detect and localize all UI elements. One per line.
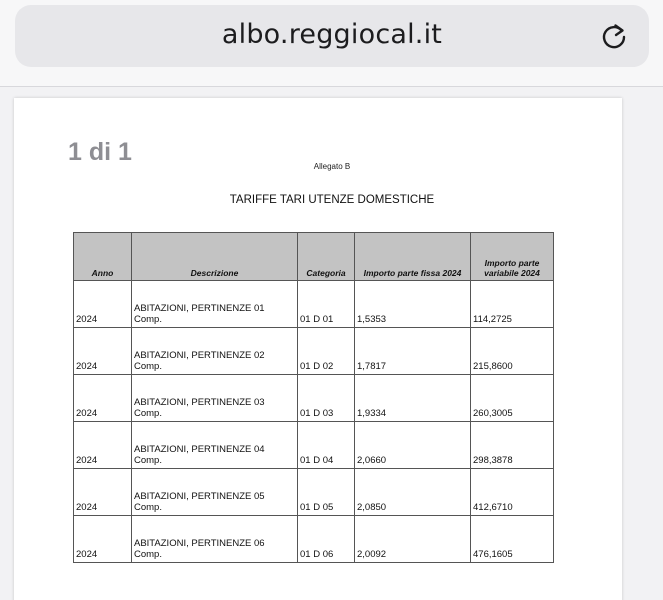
cell-categoria: 01 D 01: [298, 281, 355, 328]
header-importo-variabile: Importo parte variabile 2024: [471, 233, 554, 281]
cell-importo-variabile: 476,1605: [471, 516, 554, 563]
table-row: [74, 469, 554, 516]
cell-importo-variabile: 260,3005: [471, 375, 554, 422]
cell-descrizione: ABITAZIONI, PERTINENZE 05 Comp.: [132, 469, 298, 516]
header-categoria: Categoria: [298, 233, 355, 281]
cell-categoria: 01 D 02: [298, 328, 355, 375]
cell-descrizione: ABITAZIONI, PERTINENZE 02 Comp.: [132, 328, 298, 375]
header-anno: Anno: [74, 233, 132, 281]
tariffe-table: [73, 232, 554, 563]
page-counter: 1 di 1: [68, 138, 132, 166]
table-row: [74, 281, 554, 328]
cell-categoria: 01 D 05: [298, 469, 355, 516]
table-header-row: [74, 233, 554, 281]
cell-anno: 2024: [74, 281, 132, 328]
cell-importo-variabile: 215,8600: [471, 328, 554, 375]
header-importo-fissa: Importo parte fissa 2024: [355, 233, 471, 281]
cell-importo-fissa: 1,5353: [355, 281, 471, 328]
table-row: [74, 422, 554, 469]
toolbar-divider: [0, 86, 663, 87]
browser-toolbar: [0, 0, 663, 86]
cell-anno: 2024: [74, 422, 132, 469]
cell-descrizione: ABITAZIONI, PERTINENZE 04 Comp.: [132, 422, 298, 469]
cell-anno: 2024: [74, 328, 132, 375]
cell-descrizione: ABITAZIONI, PERTINENZE 03 Comp.: [132, 375, 298, 422]
cell-importo-fissa: 2,0660: [355, 422, 471, 469]
cell-importo-fissa: 2,0092: [355, 516, 471, 563]
cell-descrizione: ABITAZIONI, PERTINENZE 01 Comp.: [132, 281, 298, 328]
cell-anno: 2024: [74, 516, 132, 563]
document-title: TARIFFE TARI UTENZE DOMESTICHE: [229, 194, 435, 206]
table-row: [74, 375, 554, 422]
reload-icon[interactable]: [599, 21, 629, 51]
cell-importo-variabile: 412,6710: [471, 469, 554, 516]
table-row: [74, 328, 554, 375]
cell-importo-fissa: 1,7817: [355, 328, 471, 375]
cell-importo-variabile: 298,3878: [471, 422, 554, 469]
cell-importo-variabile: 114,2725: [471, 281, 554, 328]
cell-categoria: 01 D 04: [298, 422, 355, 469]
pdf-page[interactable]: [14, 98, 622, 600]
cell-anno: 2024: [74, 469, 132, 516]
url-text[interactable]: albo.reggiocal.it: [221, 19, 443, 50]
cell-anno: 2024: [74, 375, 132, 422]
cell-importo-fissa: 1,9334: [355, 375, 471, 422]
header-descrizione: Descrizione: [132, 233, 298, 281]
table-row: [74, 516, 554, 563]
address-bar[interactable]: [15, 5, 649, 67]
cell-categoria: 01 D 03: [298, 375, 355, 422]
cell-descrizione: ABITAZIONI, PERTINENZE 06 Comp.: [132, 516, 298, 563]
cell-importo-fissa: 2,0850: [355, 469, 471, 516]
cell-categoria: 01 D 06: [298, 516, 355, 563]
allegato-label: Allegato B: [313, 162, 351, 171]
